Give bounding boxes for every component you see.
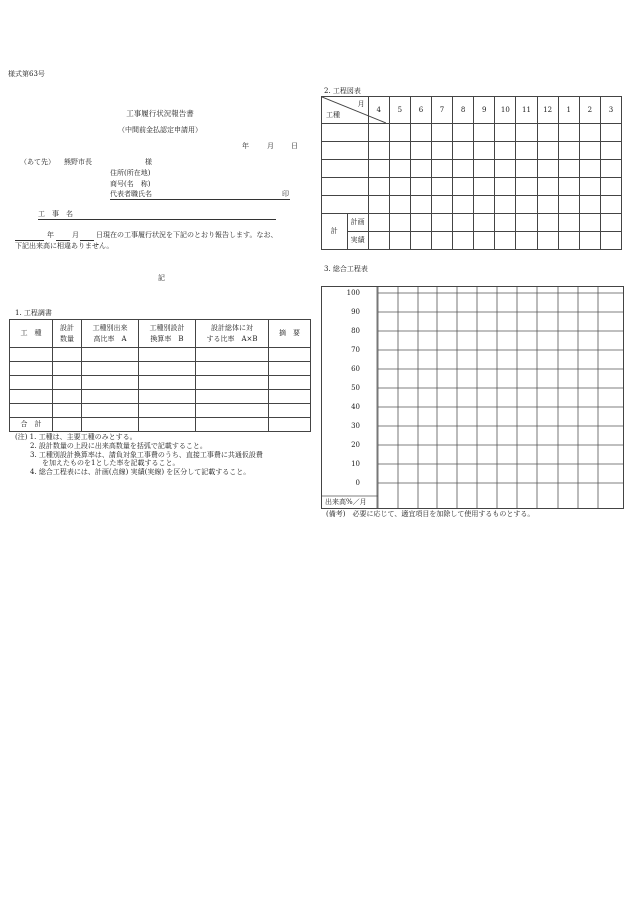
addressee-name: 熊野市長 [64,158,92,166]
section1-title: 1. 工程調書 [15,309,52,317]
section3-title: 3. 総合工程表 [324,265,368,273]
table-row [10,390,311,404]
y-tick: 80 [351,327,360,335]
table-row [322,214,622,232]
page-title: 工事履行状況報告書 [126,109,194,118]
y-tick: 20 [351,441,360,449]
schedule-table [321,96,622,250]
note-4: 4. 総合工程表には、計画(点線) 実績(実線) を区分して記載すること。 [30,468,251,476]
report-day-blank [80,231,94,241]
note-1: (注) 1. 工種は、主要工種のみとする。 [15,433,137,441]
page-subtitle: （中間前金払認定申請用） [118,126,202,134]
report-text-line1: 日現在の工事履行状況を下記のとおり報告します。なお、 [96,231,278,239]
table-row [322,232,622,250]
table-row [322,196,622,214]
header-total-ratio: 設計総体に対 する比率 A×B [196,320,269,348]
overall-schedule-chart [321,286,624,509]
month-cell: 6 [410,97,431,124]
remarks: (備考) 必要に応じて、適宜項目を加除して使用するものとする。 [326,510,535,518]
addressee-honorific: 様 [145,158,152,166]
y-tick: 0 [355,479,360,487]
note-2: 2. 設計数量の上段に出来高数量を括弧で記載すること。 [30,441,207,450]
table-row [322,124,622,142]
addressee-prefix: （あて先） [20,158,55,166]
header-conversion-rate: 工種別設計 換算率 B [139,320,196,348]
axis-label: 出来高%／月 [325,498,367,506]
y-tick: 30 [351,422,360,430]
chart-grid [322,287,623,508]
month-cell: 10 [495,97,516,124]
month-cell: 2 [579,97,600,124]
section2-title: 2. 工程図表 [324,87,361,95]
table-row [10,404,311,418]
table-row [322,142,622,160]
note-3-cont: を加えたものを1とした率を記載すること。 [42,459,180,468]
table-row [322,160,622,178]
total-label: 合 計 [10,418,53,432]
note-3: 3. 工種別設計換算率は、請負対象工事費のうち、直接工事費に共通仮設費 [30,450,263,459]
month-cell: 1 [558,97,579,124]
project-name-line [38,210,276,220]
process-table [9,319,311,432]
y-tick: 90 [351,308,360,316]
report-text-line2: 下記出来高に相違ありません。 [15,242,114,250]
report-month-blank [56,231,70,241]
report-year-blank [15,231,44,241]
month-cell: 8 [453,97,474,124]
month-cell: 5 [389,97,410,124]
plan-label: 計画 [347,214,368,232]
form-number: 様式第63号 [8,70,45,78]
y-tick: 40 [351,403,360,411]
y-tick: 10 [351,460,360,468]
header-design-qty: 設計 数量 [53,320,82,348]
date-day: 日 [291,142,298,150]
header-remarks: 摘 要 [269,320,311,348]
y-tick: 50 [351,384,360,392]
diagonal-header-cell [322,97,369,124]
ki-heading: 記 [158,274,165,282]
type-header: 工種 [326,111,340,120]
report-month: 月 [72,231,79,239]
month-cell: 11 [516,97,537,124]
date-month: 月 [267,142,274,150]
trade-name-label: 商号(名 称) [110,180,151,188]
representative-line [110,190,290,200]
report-year: 年 [47,231,54,239]
header-progress-ratio: 工種別出来 高比率 A [82,320,139,348]
total-label: 計 [322,214,348,250]
table-row [10,362,311,376]
notes [15,433,263,477]
address-label: 住所(所在地) [110,169,151,177]
actual-label: 実績 [347,232,368,250]
table-row [10,348,311,362]
month-header: 月 [357,100,365,108]
month-cell: 12 [537,97,558,124]
header-work-type: 工 種 [10,320,53,348]
month-cell: 9 [474,97,495,124]
table-total-row [10,418,311,432]
y-tick: 100 [346,289,360,297]
table-row [322,178,622,196]
project-label: 工 事 名 [38,210,73,218]
y-tick: 70 [351,346,360,354]
seal-mark: 印 [282,190,289,198]
date-year: 年 [242,142,249,150]
month-cell: 7 [431,97,452,124]
month-cell: 4 [368,97,389,124]
y-tick: 60 [351,365,360,373]
month-cell: 3 [600,97,621,124]
table-row [10,376,311,390]
representative-label: 代表者職氏名 [110,190,152,198]
